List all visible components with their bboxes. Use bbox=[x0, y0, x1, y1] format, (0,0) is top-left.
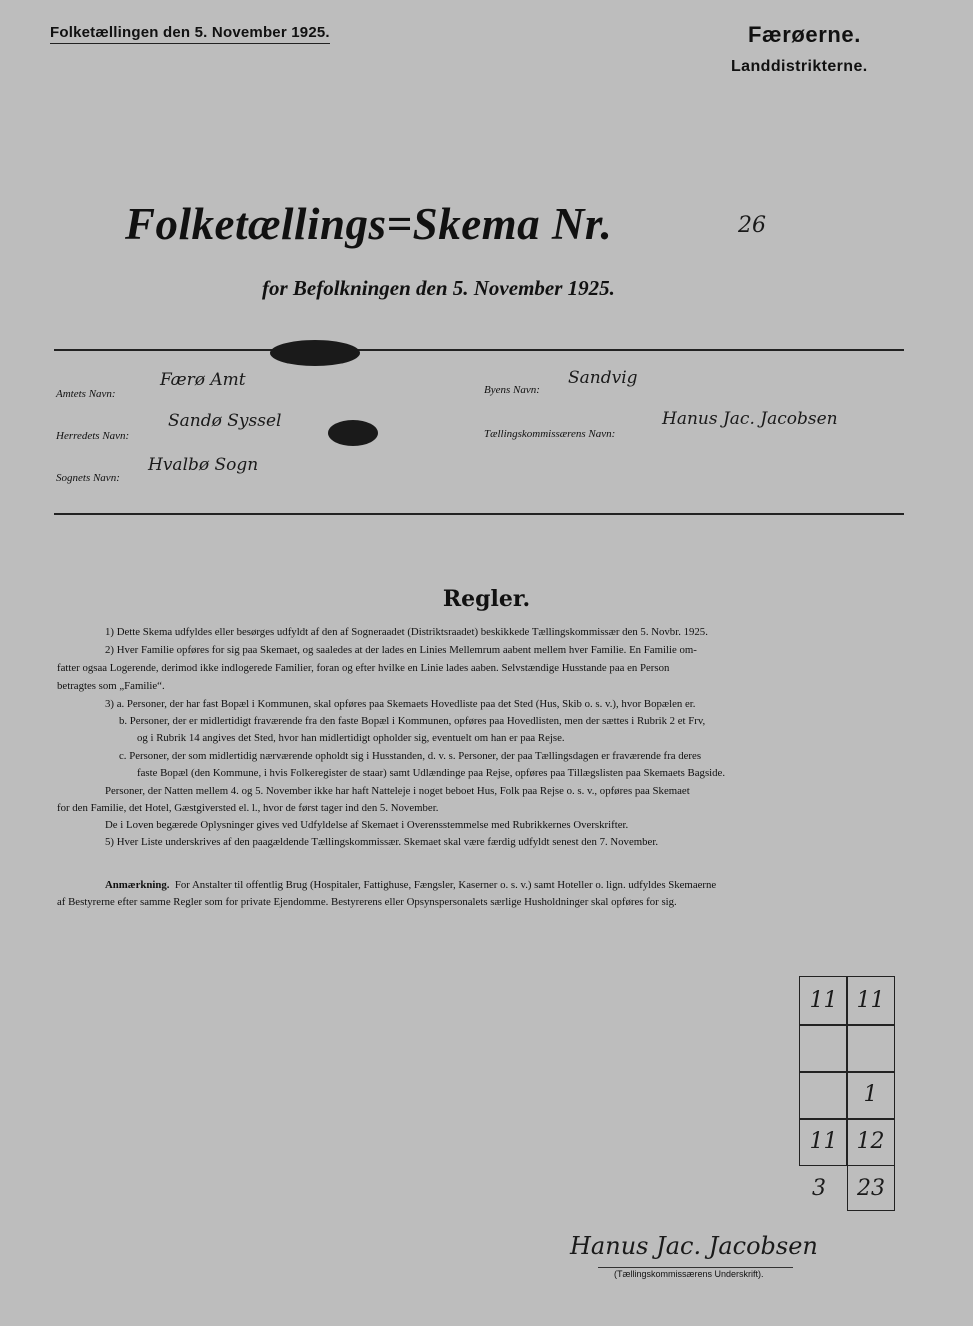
rule-line: betragtes som „Familie“. bbox=[57, 680, 165, 692]
rule-line: c. Personer, der som midlertidig nærværende opholdt sig i Husstanden, d. v. s. Personer, der paa Tællingsdagen er fraværende fra deres bbox=[119, 750, 702, 762]
rule-line: 3) a. Personer, der har fast Bopæl i Kommunen, skal opføres paa Skemaets Hovedliste paa det Sted (Hus, Skib o. s. v.), hvor Bopælen er. bbox=[105, 698, 696, 710]
by-label: Byens Navn: bbox=[484, 384, 540, 396]
signature-line bbox=[598, 1267, 793, 1268]
by-value: Sandvig bbox=[568, 368, 638, 388]
region-header: Færøerne. bbox=[748, 22, 861, 47]
note-line bbox=[57, 877, 908, 893]
form-subtitle: for Befolkningen den 5. November 1925. bbox=[262, 276, 615, 300]
top-divider bbox=[54, 349, 904, 351]
rule-line: fatter ogsaa Logerende, derimod ikke indlogerede Familier, foran og efter hvilke en Linie lades aaben. Selvstændige Husstande paa en Person bbox=[57, 662, 670, 674]
amt-label: Amtets Navn: bbox=[56, 388, 116, 400]
rules-heading: Regler. bbox=[442, 586, 531, 612]
amt-value: Færø Amt bbox=[160, 370, 246, 390]
rule-line: 5) Hver Liste underskrives af den paagældende Tællingskommissær. Skemaet skal være færdig udfyldt senest den 7. November. bbox=[105, 836, 659, 848]
tally-cell bbox=[800, 1071, 847, 1118]
kommissaer-value: Hanus Jac. Jacobsen bbox=[662, 409, 838, 429]
tally-cell bbox=[800, 1024, 847, 1071]
herred-value: Sandø Syssel bbox=[168, 411, 282, 431]
form-title: Folketællings=Skema Nr. bbox=[125, 199, 613, 249]
rule-line: og i Rubrik 14 angives det Sted, hvor han midlertidigt opholder sig, eventuelt om han er paa Rejse. bbox=[137, 732, 565, 744]
district-header: Landdistrikterne. bbox=[731, 58, 868, 75]
note-label: Anmærkning. bbox=[105, 879, 170, 891]
tally-extra-left: 3 bbox=[812, 1176, 826, 1201]
note-line: af Bestyrerne efter samme Regler som for private Ejendomme. Bestyrerens eller Opsynspersonalets særlige Husholdninger skal opføres for sig. bbox=[57, 896, 677, 908]
census-date-header: Folketællingen den 5. November 1925. bbox=[50, 24, 330, 44]
form-number: 26 bbox=[738, 213, 766, 238]
tally-cell: 1 bbox=[863, 1082, 878, 1107]
tally-cell: 12 bbox=[856, 1129, 885, 1154]
tally-total-cell: 23 bbox=[847, 1166, 895, 1211]
sogn-value: Hvalbø Sogn bbox=[148, 455, 259, 475]
note-text-1: For Anstalter til offentlig Brug (Hospitaler, Fattighuse, Fængsler, Kaserner o. s. v.) samt Hoteller o. lign. udfyldes Skemaerne bbox=[174, 879, 717, 891]
herred-label: Herredets Navn: bbox=[56, 430, 130, 442]
rule-line: Personer, der Natten mellem 4. og 5. November ikke har haft Natteleje i noget beboet Hus, Folk paa Rejse o. s. v., opføres paa Skemaet bbox=[105, 785, 690, 797]
tally-cell: 11 bbox=[809, 1129, 838, 1154]
ink-blot bbox=[328, 420, 378, 446]
tally-cell: 11 bbox=[856, 988, 885, 1013]
signature: Hanus Jac. Jacobsen bbox=[570, 1232, 818, 1260]
bottom-divider bbox=[54, 513, 904, 515]
rule-line: De i Loven begærede Oplysninger gives ved Udfyldelse af Skemaet i Overensstemmelse med Rubrikkernes Overskrifter. bbox=[105, 819, 629, 831]
rule-line: 2) Hver Familie opføres for sig paa Skemaet, og saaledes at der lades en Linies Mellemrum aabent mellem hver Familie. En Familie om- bbox=[105, 644, 697, 656]
kommissaer-label: Tællingskommissærens Navn: bbox=[484, 428, 616, 440]
tally-table bbox=[799, 976, 895, 1166]
signature-caption: (Tællingskommissærens Underskrift). bbox=[614, 1269, 764, 1279]
rule-line: faste Bopæl (den Kommune, i hvis Folkeregister de staar) samt Udlændinge paa Rejse, opføres paa Tillægslisten paa Skemaets Bagside. bbox=[137, 767, 726, 779]
rule-line: for den Familie, det Hotel, Gæstgiversted el. l., hvor de først tager ind den 5. November. bbox=[57, 802, 439, 814]
tally-cell bbox=[847, 1024, 894, 1071]
tally-cell: 11 bbox=[809, 988, 838, 1013]
rule-line: 1) Dette Skema udfyldes eller besørges udfyldt af den af Sogneraadet (Distriktsraadet) beskikkede Tællingskommissær den 5. Novbr. 1925. bbox=[105, 626, 708, 638]
sogn-label: Sognets Navn: bbox=[56, 472, 120, 484]
rule-line: b. Personer, der er midlertidigt fraværende fra den faste Bopæl i Kommunen, opføres paa Hovedlisten, men der sættes i Rubrik 2 et Frv, bbox=[119, 715, 706, 727]
ink-blot bbox=[270, 340, 360, 366]
